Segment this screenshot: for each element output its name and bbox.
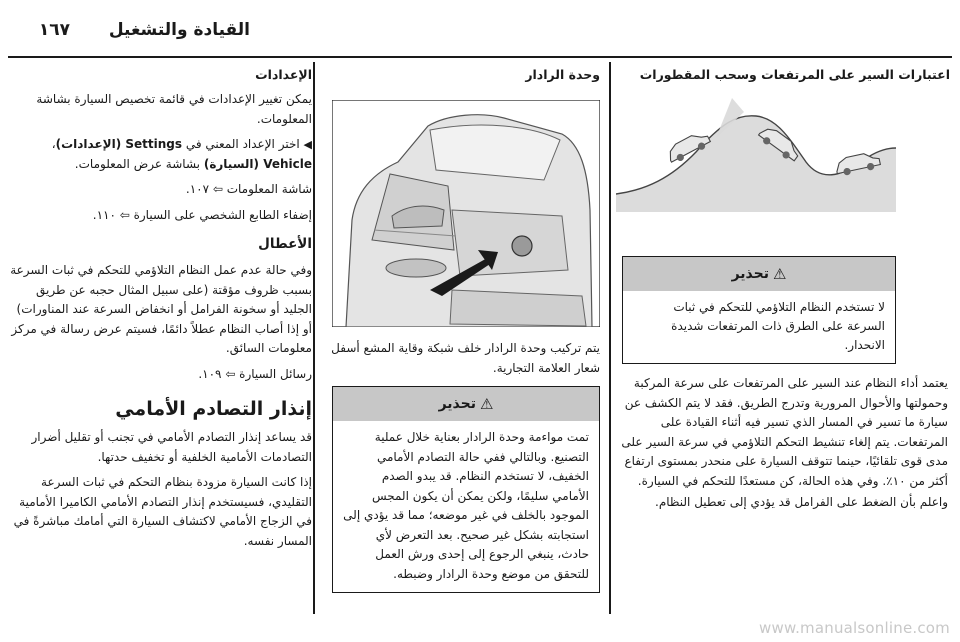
vehicle-personalisation-reference: إضفاء الطابع الشخصي على السيارة ⇦ ١١٠. [92,207,312,222]
warning-header [333,387,599,421]
radar-section-title: وحدة الرادار [525,67,600,82]
warning-triangle-icon: ⚠ [772,264,787,283]
radar-location-illustration [332,100,600,327]
step-prefix: اختر الإعداد المعني في [185,137,300,151]
column-divider-left [313,62,315,614]
faults-section-title: الأعطال [258,236,312,252]
left-column [6,64,312,551]
header-rule [8,56,952,58]
page-footer [0,612,960,642]
settings-section-title: الإعدادات [255,67,312,82]
warning-triangle-icon: ⚠ [479,394,494,413]
step-arrow-icon: ◀ [303,138,312,151]
hill-illustration [616,90,896,212]
warning-header [623,257,895,291]
page-header [0,0,960,56]
page-number: ١٦٧ [38,20,70,40]
vehicle-messages-reference: رسائل السيارة ⇦ ١٠٩. [198,366,312,381]
forward-collision-paragraph-1: قد يساعد إنذار التصادم الأمامي في تجنب أو تقليل أضرار التصادمات الأمامية الخلفية أو تخفيف حدتها. [31,430,312,464]
brake-note: واعلم بأن الضغط على الفرامل قد يؤدي إلى تعطيل النظام. [655,495,948,509]
radar-warning-box [332,386,600,593]
forward-collision-paragraph-2: إذا كانت السيارة مزودة بنظام التحكم في ثبات السرعة التقليدي، فسيستخدم إنذار التصادم الأمامي الكاميرا الأمامية في الزجاج الأمامي لاكتشاف السيارة التي أمامك مباشرةً في المسار نفسه. [13,475,312,548]
hills-warning-box [622,256,896,364]
warning-text: لا تستخدم النظام التلاؤمي للتحكم في ثبات السرعة على الطرق ذات المرتفعات شديدة الانحدار. [671,300,885,352]
middle-column [320,64,610,593]
warning-label: تحذير [731,266,769,282]
hills-section-title: اعتبارات السير على المرتفعات وسحب المقطورات [639,67,950,82]
warning-label: تحذير [438,396,476,412]
settings-step: ◀ اختر الإعداد المعني في Settings (الإعدادات)، Vehicle (السيارة) بشاشة عرض المعلومات. [51,137,312,171]
watermark-text: www.manualsonline.com [759,619,950,637]
warning-text: تمت مواءمة وحدة الرادار بعناية خلال عملية التصنيع. وبالتالي ففي حالة التصادم الأمامي الخفيف، لا تستخدم النظام. قد يبدو الصدم الأمامي سليمًا، ولكن يمكن أن يكون المجس الموجود بالخلف في غير موضعه؛ مما قد يؤدي إلى استجابته بشكل غير صحيح. بعد التعرض لأي حادث، ينبغي الرجوع إلى إحدى ورش العمل للتحقق من موضع وحدة الرادار وضبطه. [343,430,589,581]
step-suffix: بشاشة عرض المعلومات. [74,156,200,171]
hills-paragraph: يعتمد أداء النظام عند السير على المرتفعات على سرعة المركبة وحمولتها والأحوال المرورية وتدرج الطريق. فقد لا يتم الكشف عن سيارة ما تسير في المسار الذي تسير فيه أثناء القيادة على المرتفعات. يتم إلغاء تنشيط التحكم التلاؤمي في سرعة السير على مدى قوى تلقائيًا، حينما تتوقف السيارة على منحدر بمستوى ارتفاع أكثر من ١٠٪. وفي هذه الحالة، كن مستعدًا للتحكم في السيارة. [621,376,948,488]
running-title: القيادة والتشغيل [108,20,250,40]
info-display-reference: شاشة المعلومات ⇦ ١٠٧. [185,182,312,196]
step-vehicle-term: Vehicle (السيارة) [203,156,312,171]
right-column [612,64,950,513]
step-settings-term: Settings (الإعدادات) [55,137,183,151]
radar-caption: يتم تركيب وحدة الرادار خلف شبكة وقاية المشع أسفل شعار العلامة التجارية. [331,341,600,375]
settings-paragraph: يمكن تغيير الإعدادات في قائمة تخصيص السيارة بشاشة المعلومات. [36,92,312,126]
forward-collision-title: إنذار التصادم الأمامي [115,398,312,420]
faults-paragraph: وفي حالة عدم عمل النظام التلاؤمي للتحكم في ثبات السرعة بسبب ظروف مؤقتة (على سبيل المثال حجبه عن طريق الجليد أو سخونة الفرامل أو انخفاض السرعة عند المناورات) أو إذا أصاب النظام عطلاً دائمًا، فسيتم عرض رسالة في مركز معلومات السائق. [10,263,312,355]
